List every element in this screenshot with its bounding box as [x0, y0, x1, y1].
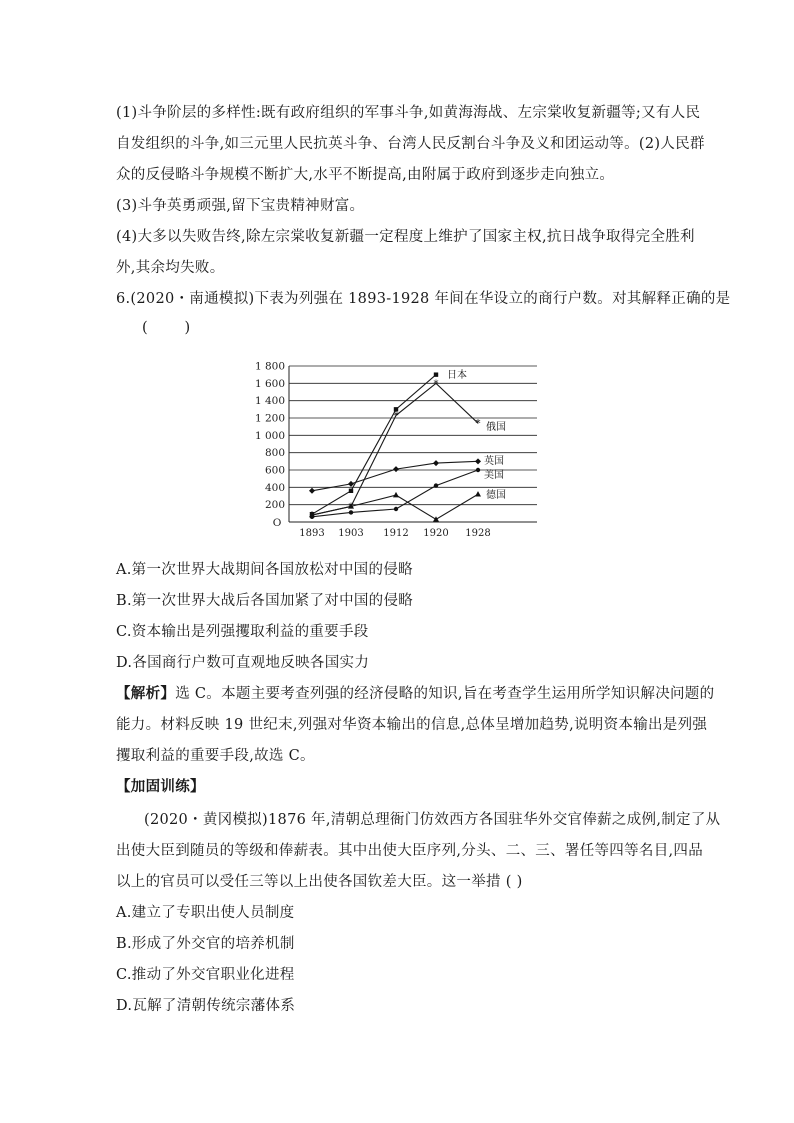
- data-point-diamond: [475, 458, 481, 464]
- reinforce-option-c: C.推动了外交官职业化进程: [116, 967, 295, 983]
- y-tick-label: 1 400: [254, 395, 285, 408]
- data-point-dot: [476, 468, 480, 472]
- y-tick-label: 800: [264, 447, 285, 460]
- reinforce-stem-line: 以上的官员可以受任三等以上出使各国钦差大臣。这一举措 ( ): [116, 874, 523, 890]
- series-label: 美国: [484, 470, 504, 481]
- data-point-diamond: [309, 488, 315, 494]
- explanation-tag: 【解析】: [116, 685, 176, 702]
- reinforce-option-a: A.建立了专职出使人员制度: [116, 905, 295, 921]
- explanation-line: 攫取利益的重要手段,故选 C。: [116, 748, 315, 764]
- data-point-dot: [349, 510, 353, 514]
- y-tick-label: 400: [264, 481, 285, 494]
- explanation-text: 选 C。本题主要考查列强的经济侵略的知识,旨在考查学生运用所学知识解决问题的: [175, 686, 715, 702]
- analysis-line: 众的反侵略斗争规模不断扩大,水平不断提高,由附属于政府到逐步走向独立。: [116, 167, 615, 183]
- series-line: [312, 375, 436, 515]
- data-point-square: [434, 372, 438, 376]
- x-tick-label: 1920: [423, 528, 449, 539]
- answer-blank: ( ): [142, 320, 191, 336]
- reinforce-tag: 【加固训练】: [116, 778, 205, 795]
- series-line: [312, 461, 478, 490]
- data-point-dot: [434, 483, 438, 487]
- y-tick-label: 1 200: [254, 412, 285, 425]
- series-label: 日本: [447, 370, 467, 381]
- analysis-line: (3)斗争英勇顽强,留下宝贵精神财富。: [116, 198, 365, 214]
- data-point-star: *: [393, 410, 399, 422]
- question-6-stem: 6.(2020・南通模拟)下表为列强在 1893-1928 年间在华设立的商行户数。对其解释正确的是: [116, 291, 731, 307]
- reinforce-option-b: B.形成了外交官的培养机制: [116, 936, 295, 952]
- x-tick-label: 1912: [383, 528, 409, 539]
- analysis-line: (1)斗争阶层的多样性:既有政府组织的军事斗争,如黄海海战、左宗棠收复新疆等;又有人民: [116, 105, 701, 121]
- explanation-line: [116, 684, 714, 704]
- data-point-triangle: [393, 492, 399, 497]
- option-a: A.第一次世界大战期间各国放松对中国的侵略: [116, 562, 413, 578]
- series-label: 俄国: [486, 422, 506, 433]
- reinforce-stem-line: (2020・黄冈模拟)1876 年,清朝总理衙门仿效西方各国驻华外交官俸薪之成例,制定了从: [144, 812, 721, 828]
- origin-label: O: [272, 517, 282, 529]
- reinforce-stem-line: 出使大臣到随员的等级和俸薪表。其中出使大臣序列,分头、二、三、署任等四等名目,四品: [116, 843, 704, 859]
- data-point-star: *: [475, 418, 481, 430]
- y-tick-label: 1 000: [254, 429, 285, 442]
- y-tick-label: 1 600: [254, 377, 285, 390]
- option-b: B.第一次世界大战后各国加紧了对中国的侵略: [116, 593, 414, 609]
- data-point-star: *: [433, 378, 439, 390]
- data-point-diamond: [433, 460, 439, 466]
- y-tick-label: 1 800: [254, 362, 285, 373]
- analysis-line: 外,其余均失败。: [116, 260, 225, 276]
- data-point-square: [349, 489, 353, 493]
- series-label: 英国: [484, 456, 504, 467]
- x-tick-label: 1928: [465, 528, 491, 539]
- data-point-dot: [394, 507, 398, 511]
- explanation-line: 能力。材料反映 19 世纪末,列强对华资本输出的信息,总体呈增加趋势,说明资本输出是列强: [116, 717, 708, 733]
- x-tick-label: 1903: [338, 528, 364, 539]
- y-tick-label: 200: [264, 499, 285, 512]
- reinforce-option-d: D.瓦解了清朝传统宗藩体系: [116, 998, 296, 1014]
- option-c: C.资本输出是列强攫取利益的重要手段: [116, 624, 369, 640]
- x-tick-label: 1893: [299, 528, 325, 539]
- analysis-line: 自发组织的斗争,如三元里人民抗英斗争、台湾人民反割台斗争及义和团运动等。(2)人民群: [116, 136, 705, 152]
- y-tick-label: 600: [264, 464, 285, 477]
- merchant-houses-line-chart: [252, 362, 537, 542]
- data-point-diamond: [393, 466, 399, 472]
- series-line: [312, 494, 478, 519]
- data-point-triangle: [433, 516, 439, 521]
- data-point-triangle: [475, 491, 481, 496]
- analysis-line: (4)大多以失败告终,除左宗棠收复新疆一定程度上维护了国家主权,抗日战争取得完全胜利: [116, 229, 695, 245]
- series-label: 德国: [486, 490, 506, 501]
- option-d: D.各国商行户数可直观地反映各国实力: [116, 655, 370, 671]
